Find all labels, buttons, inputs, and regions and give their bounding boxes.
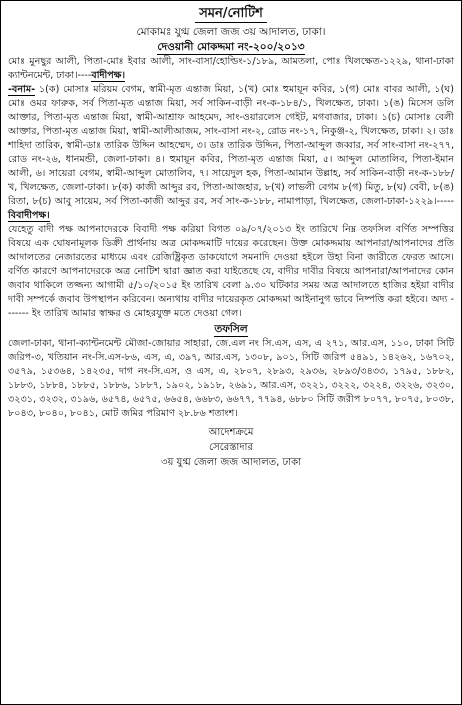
defendants-paragraph <box>8 83 454 223</box>
notice-title: সমন/নোটিশ <box>195 6 267 23</box>
signature-block <box>8 425 454 470</box>
versus-label: -বনাম- <box>8 84 36 95</box>
plaintiff-label: বাদীপক্ষ। <box>91 70 125 81</box>
defendant-label: বিবাদীপক্ষ। <box>8 210 50 221</box>
schedule-title: তফসিল <box>214 323 248 335</box>
case-wrap <box>8 40 454 55</box>
designation: সেরেস্তাদার <box>209 442 253 453</box>
order-line: আদেশক্রমে <box>208 427 254 438</box>
notice-body: যেহেতু বাদী পক্ষ আপনাদেরকে বিবাদী পক্ষ করিয়া বিগত ০৯/০৭/২০১৩ ইং তারিখে নিম্ন তফসিল বর্ণিত সম্পত্তির বিষয়ে এক ঘোষনামূলক ডিক্রী প্রার্থনায় অত্র মোকদ্দমাটি দায়ের করেছেন। উক্ত মোকদ্দমায় আপনারা/আপনাদের প্রতি আদালতের নেজারতের মাধ্যমে এবং রেজিষ্ট্রিকৃত ডাকযোগে সমনাদি দেওয়া হইলে উহা বিনা জারীতে ফেরত আসে। বর্ণিত কারণে আপনাদেরকে অত্র নোটিশ দ্বারা জ্ঞাত করা যাইতেছে যে, বাদীর দাবীর বিষয়ে আপনারা/আপনাদের কোন জবাব থাকিলে তজ্জন্য আগামী ৫/১০/২০১৫ ইং তারিখ বেলা ৯.৩০ ঘটিকার সময় অত্র আদালতে হাজির হইয়া বাদীর দাবী সম্পর্কে জবাব উপস্থাপন করিবেন। অন্যথায় বাদীর দায়েরকৃত মোকদ্দমা আইনানুগ ভাবে নিষ্পত্তি করা হইবে। অদ্য ------- ইং তারিখ আমার স্বাক্ষর ও মোহরযুক্ত মতে দেওয়া গেল। <box>8 224 454 319</box>
title-wrap <box>8 6 454 23</box>
court-header: মোকামঃ যুগ্ম জেলা জজ ৩য় আদালত, ঢাকা। <box>136 26 326 38</box>
plaintiff-details: মোঃ মুনছুর আলী, পিতা-মোঃ ইবার আলী, সাং-বাসা/হোল্ডিং-১/১৮৯, আমতলা, পোঃ খিলক্ষেত-১২২৯, থানা-ঢাকা ক্যান্টনমেন্ট, ঢাকা।---- <box>8 56 454 81</box>
case-number: দেওয়ানী মোকদ্দমা নং-২০০/২০১৩ <box>157 41 305 53</box>
schedule-title-wrap <box>8 322 454 337</box>
signature-court: ৩য় যুগ্ম জেলা জজ আদালত, ঢাকা <box>160 457 301 468</box>
plaintiff-paragraph <box>8 55 454 83</box>
defendants-text: ১(ক) মোসাঃ মরিয়ম বেগম, স্বামী-মৃত এন্তাজ মিয়া, ১(খ) মোঃ হুমায়ূন কবির, ১(গ) মোঃ বাবর আলী, ১(ঘ) মোঃ ওমর ফারুক, সর্ব পিতা-মৃত এন্তাজ মিয়া, সর্ব সাকিন-বাড়ী নং-ক-১৮৪/১, খিলক্ষেত, ঢাকা। ১(ঙ) মিসেস ডলি আক্তার, পিতা-মৃত এন্তাজ মিয়া, স্বামী-আশ্রাফ আহমেদ, সাং-ওয়ারলেস গেইট, মগবাজার, ঢাকা। ১(চ) মোসাঃ বেলী আক্তার, পিতা-মৃত এন্তাজ মিয়া, স্বামী-আলীআজম, সাং-বাসা নং-২, রোড নং-১৭, নিকুঞ্জ-২, খিলক্ষেত, ঢাকা। ২। ডাঃ শাহিদা তারিক, স্বামী-ডাঃ তারিক উদ্দিন আহম্মেদ, ৩। ডাঃ তারিক উদ্দিন, পিতা-আব্দুল জব্বার, সর্ব সাং-বাসা নং-২৭৭, রোড নং-২৬, ধানমন্ডী, জেলা-ঢাকা। ৪। হুমায়ূন কবির, পিতা-মৃত এন্তাজ মিয়া, ৫। আব্দুল মোতালিব, পিতা-ইমান আলী, ৬। সায়েরা বেগম, স্বামী-আব্দুল মোতালিব, ৭। সায়েদুল হক, পিতা-আমান উল্লাহ, সর্ব সাকিন-বাড়ী নং-ক-১৮৮/খ, খিলক্ষেত, জেলা-ঢাকা। ৮(ক) কাজী আব্দুর রব, পিতা-আজহার, ৮(খ) লাভলী বেগম ৮(গ) মিতু, ৮(ঘ) বেবী, ৮(ঙ) রিতা, ৮(চ) আবু সায়েম, সর্ব পিতা-কাজী আব্দুর রব, সর্ব সাং-ক-১৮৮, নামাপাড়া, খিলক্ষেত, জেলা-ঢাকা-১২২৯।----- <box>8 84 454 207</box>
schedule-text: জেলা-ঢাকা, থানা-ক্যান্টনমেন্ট মৌজা-জোয়ার সাহারা, জে.এল নং সি.এস, এস, এ ২৭১, আর.এস, ১১০, ঢাকা সিটি জরিপ-৩, খতিয়ান নং-সি.এস-৮৬, এস, এ, ৩৯৭, আর.এস, ১৩০৮, ৯০১, সিটি জরিপ ৫৪৯১, ১৪২৬২, ১৬৭০২, ৩৫৭৯, ১৫৩৬৪, ১৪২৩৫, দাগ নং-সি.এস, ও এস, এ, ২৮০৭, ২৮৯৩, ২৯৩৬, ২৮৯৩/৩৪৩৩, ১৭৯৫, ১৮৮২, ১৮৮৩, ১৮৮৪, ১৮৮৫, ১৮৮৬, ১৮৮৭, ১৯০২, ১৯১৮, ২৬৯১, আর.এস, ৩২২১, ৩২২২, ৩২২৪, ৩২২৬, ৩২৩০, ৩২৩১, ৩২৩২, ৩১৯৬, ৬৫৭৪, ৬৫৭৫, ৬৬৫৪, ৬৬৮৩, ৬৬৭৭, ৭৭৯৪, ৬৮৮০ সিটি জরীপ ৮০৭৭, ৮০৭৫, ৮০৩৮, ৮০৪৩, ৮০৪০, ৮০৪১, মোট জমির পরিমাণ ২৮.৮৬ শতাংশ। <box>8 338 454 419</box>
